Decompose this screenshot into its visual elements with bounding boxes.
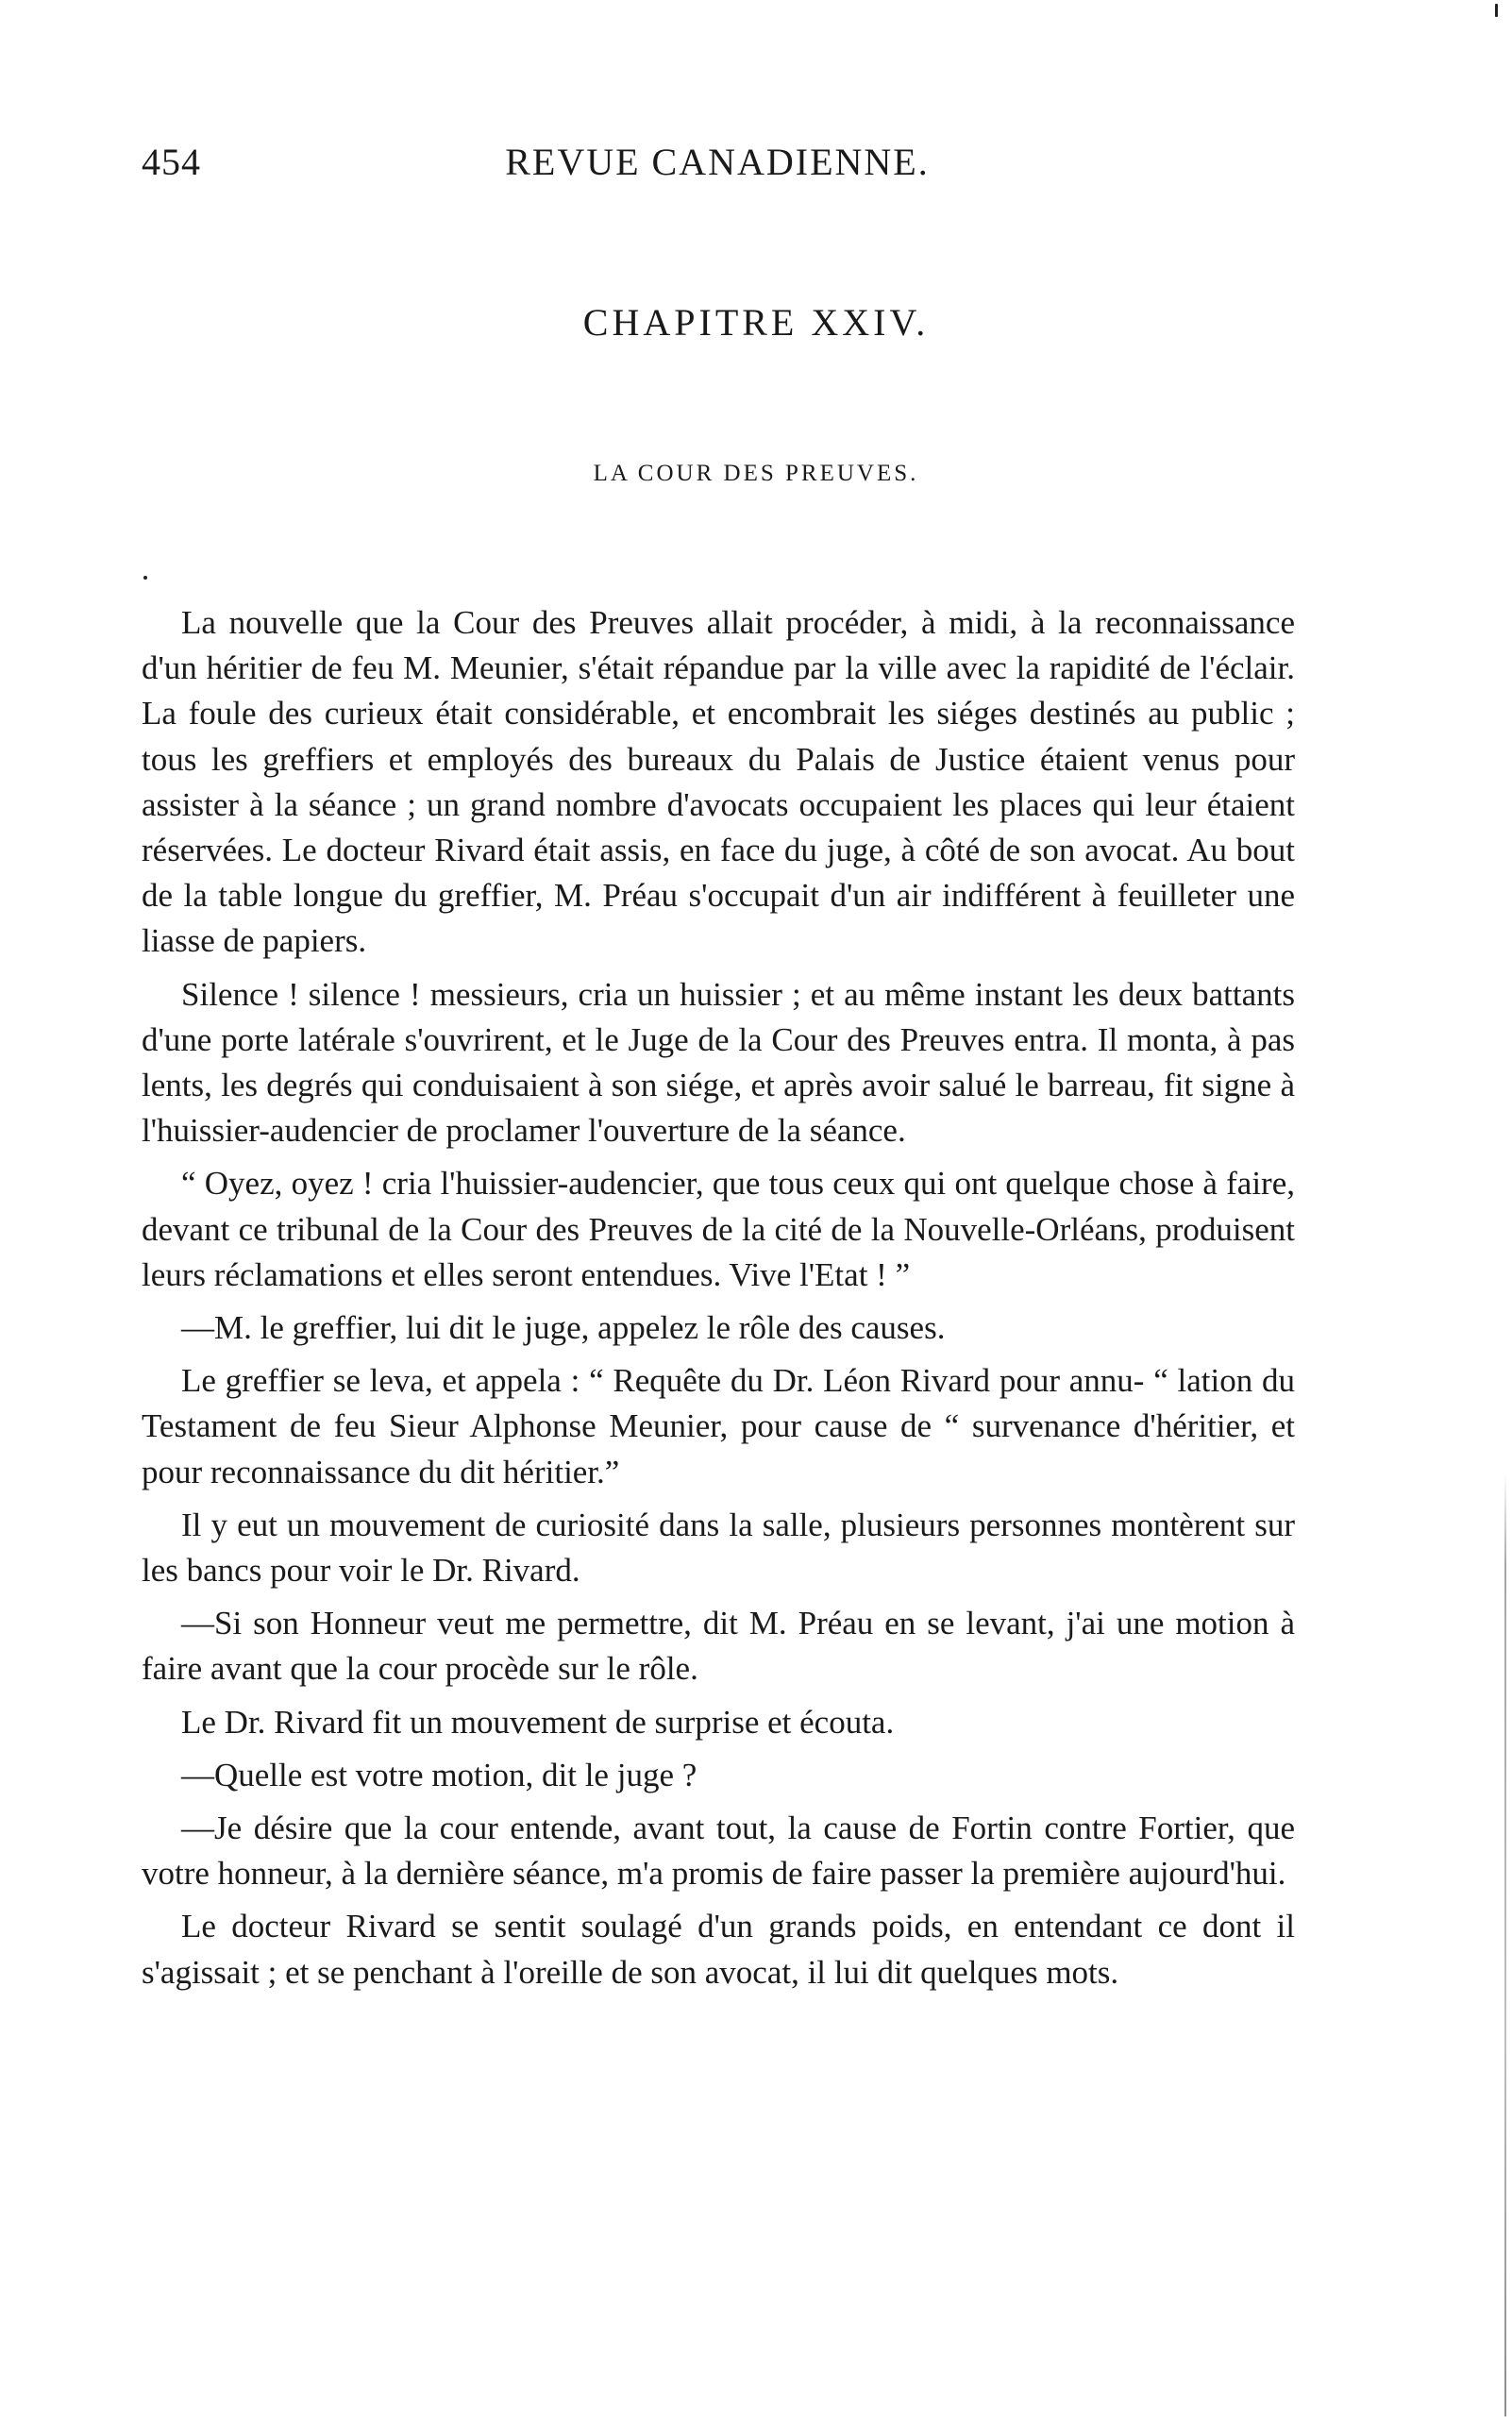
paragraph: La nouvelle que la Cour des Preuves allait procéder, à midi, à la reconnaissance d'un héritier de feu M. Meunier, s'était répandue par la ville avec la rapidité de l'éclair. La foule des curieux était considérable, et encombrait les siéges destinés au public ; tous les greffiers et employés des bureaux du Palais de Justice étaient venus pour assister à la séance ; un grand nombre d'avocats occupaient les places qui leur étaient réservées. Le docteur Rivard était assis, en face du juge, à côté de son avocat. Au bout de la table longue du greffier, M. Préau s'occupait d'un air indifférent à feuilleter une liasse de papiers. <box>142 604 1295 960</box>
section-title: LA COUR DES PREUVES. <box>593 461 919 486</box>
paragraph: Il y eut un mouvement de curiosité dans la salle, plusieurs personnes montèrent sur les bancs pour voir le Dr. Rivard. <box>142 1506 1295 1590</box>
paragraph: —Quelle est votre motion, dit le juge ? <box>181 1756 697 1793</box>
page-number: 454 <box>142 141 201 183</box>
paragraph: “ Oyez, oyez ! cria l'huissier-audencier, que tous ceux qui ont quelque chose à faire, devant ce tribunal de la Cour des Preuves de la cité de la Nouvelle-Orléans, produisent leurs réclamations et elles seront entendues. Vive l'Etat ! ” <box>142 1165 1295 1293</box>
chapter-title: CHAPITRE XXIV. <box>582 301 930 344</box>
paragraph: —Si son Honneur veut me permettre, dit M. Préau en se levant, j'ai une motion à faire avant que la cour procède sur le rôle. <box>142 1605 1295 1688</box>
page-edge-shadow <box>1504 1473 1506 2416</box>
paragraph: Silence ! silence ! messieurs, cria un huissier ; et au même instant les deux battants d'une porte latérale s'ouvrirent, et le Juge de la Cour des Preuves entra. Il monta, à pas lents, les degrés qui conduisaient à son siége, et après avoir salué le barreau, fit signe à l'huissier-audencier de proclamer l'ouverture de la séance. <box>142 975 1295 1150</box>
paragraph: Le Dr. Rivard fit un mouvement de surprise et écouta. <box>181 1703 895 1741</box>
paragraph: Le docteur Rivard se sentit soulagé d'un grands poids, en entendant ce dont il s'agissait ; et se penchant à l'oreille de son avocat, il lui dit quelques mots. <box>142 1908 1295 1991</box>
running-head <box>142 140 1293 196</box>
paragraph: Le greffier se leva, et appela : “ Requête du Dr. Léon Rivard pour annu- “ lation du Testament de feu Sieur Alphonse Meunier, pour cause de “ survenance d'héritier, et pour reconnaissance du dit héritier.” <box>142 1362 1295 1490</box>
journal-title: REVUE CANADIENNE. <box>505 141 930 183</box>
paragraph: —M. le greffier, lui dit le juge, appelez le rôle des causes. <box>181 1309 946 1347</box>
paragraph: —Je désire que la cour entende, avant tout, la cause de Fortin contre Fortier, que votre honneur, à la dernière séance, m'a promis de faire passer la première aujourd'hui. <box>142 1810 1295 1893</box>
ink-speck <box>1495 4 1498 17</box>
ink-speck <box>143 576 147 580</box>
body-text <box>142 600 1295 2003</box>
